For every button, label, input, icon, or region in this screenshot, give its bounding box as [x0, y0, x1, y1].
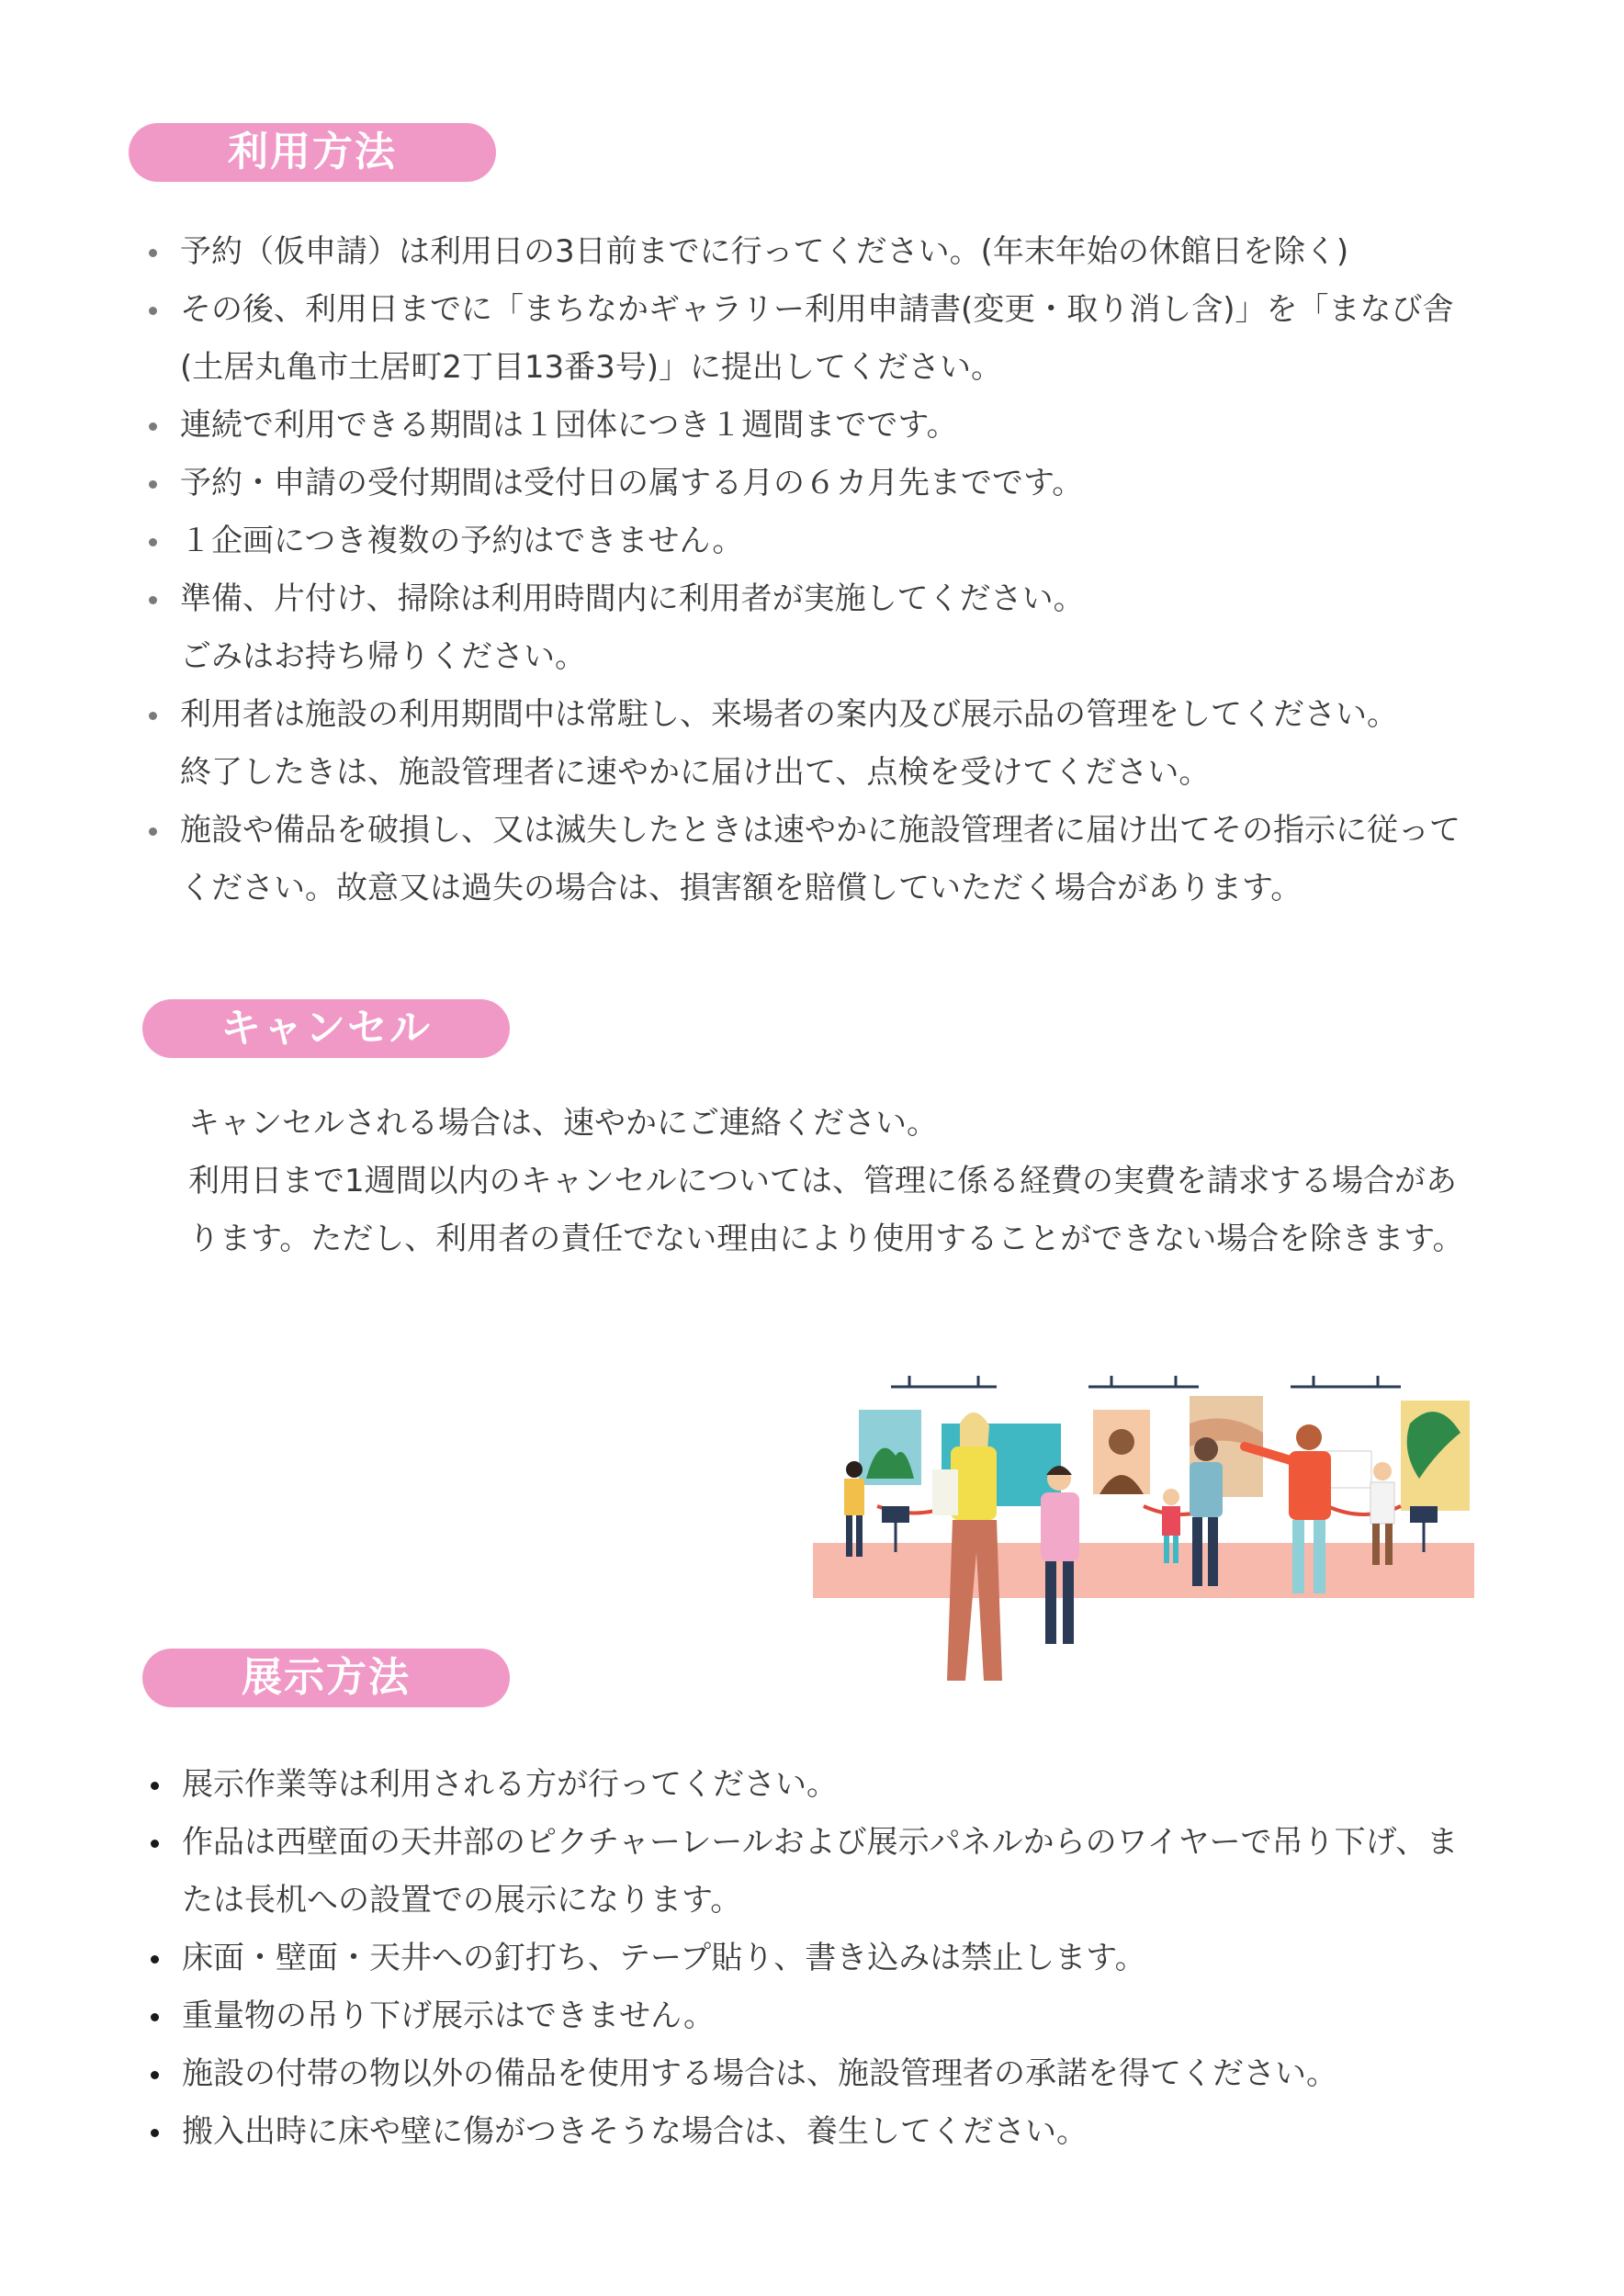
list-item: その後、利用日までに「まちなかギャラリー利用申請書(変更・取り消し含)」を「まなび舎(土居丸亀市土居町2丁目13番3号)」に提出してください。: [145, 281, 1477, 397]
section-heading-display: 展示方法: [142, 1649, 510, 1707]
cancel-text: [188, 1095, 1474, 1268]
list-item: 予約・申請の受付期間は受付日の属する月の６カ月先までです。: [145, 455, 1477, 512]
list-item: 準備、片付け、掃除は利用時間内に利用者が実施してください。 ごみはお持ち帰りください。: [145, 570, 1477, 686]
list-item: １企画につき複数の予約はできません。: [145, 512, 1477, 570]
list-item: 搬入出時に床や壁に傷がつきそうな場合は、養生してください。: [147, 2103, 1479, 2161]
list-item: 利用者は施設の利用期間中は常駐し、来場者の案内及び展示品の管理をしてください。 終了したきは、施設管理者に速やかに届け出て、点検を受けてください。: [145, 686, 1477, 802]
list-item: 施設や備品を破損し、又は滅失したときは速やかに施設管理者に届け出てその指示に従ってください。故意又は過失の場合は、損害額を賠償していただく場合があります。: [145, 802, 1477, 917]
list-item: 予約（仮申請）は利用日の3日前までに行ってください。(年末年始の休館日を除く): [145, 223, 1477, 281]
display-list: [147, 1756, 1479, 2161]
gallery-illustration: [813, 1368, 1474, 1690]
section-heading-cancel: キャンセル: [142, 999, 510, 1058]
section-heading-usage: 利用方法: [129, 123, 496, 182]
list-item: 施設の付帯の物以外の備品を使用する場合は、施設管理者の承諾を得てください。: [147, 2045, 1479, 2103]
cancel-paragraph: キャンセルされる場合は、速やかにご連絡ください。: [188, 1105, 938, 1142]
picture-rail-icon: [891, 1376, 1401, 1387]
list-item: 連続で利用できる期間は１団体につき１週間までです。: [145, 397, 1477, 455]
list-item: 展示作業等は利用される方が行ってください。: [147, 1756, 1479, 1814]
list-item: 床面・壁面・天井への釘打ち、テープ貼り、書き込みは禁止します。: [147, 1930, 1479, 1987]
cancel-paragraph: 利用日まで1週間以内のキャンセルについては、管理に係る経費の実費を請求する場合があります。ただし、利用者の責任でない理由により使用することができない場合を除きます。: [188, 1163, 1464, 1257]
list-item: 重量物の吊り下げ展示はできません。: [147, 1987, 1479, 2045]
usage-list: [145, 223, 1477, 917]
list-item: 作品は西壁面の天井部のピクチャーレールおよび展示パネルからのワイヤーで吊り下げ、または長机への設置での展示になります。: [147, 1814, 1479, 1930]
